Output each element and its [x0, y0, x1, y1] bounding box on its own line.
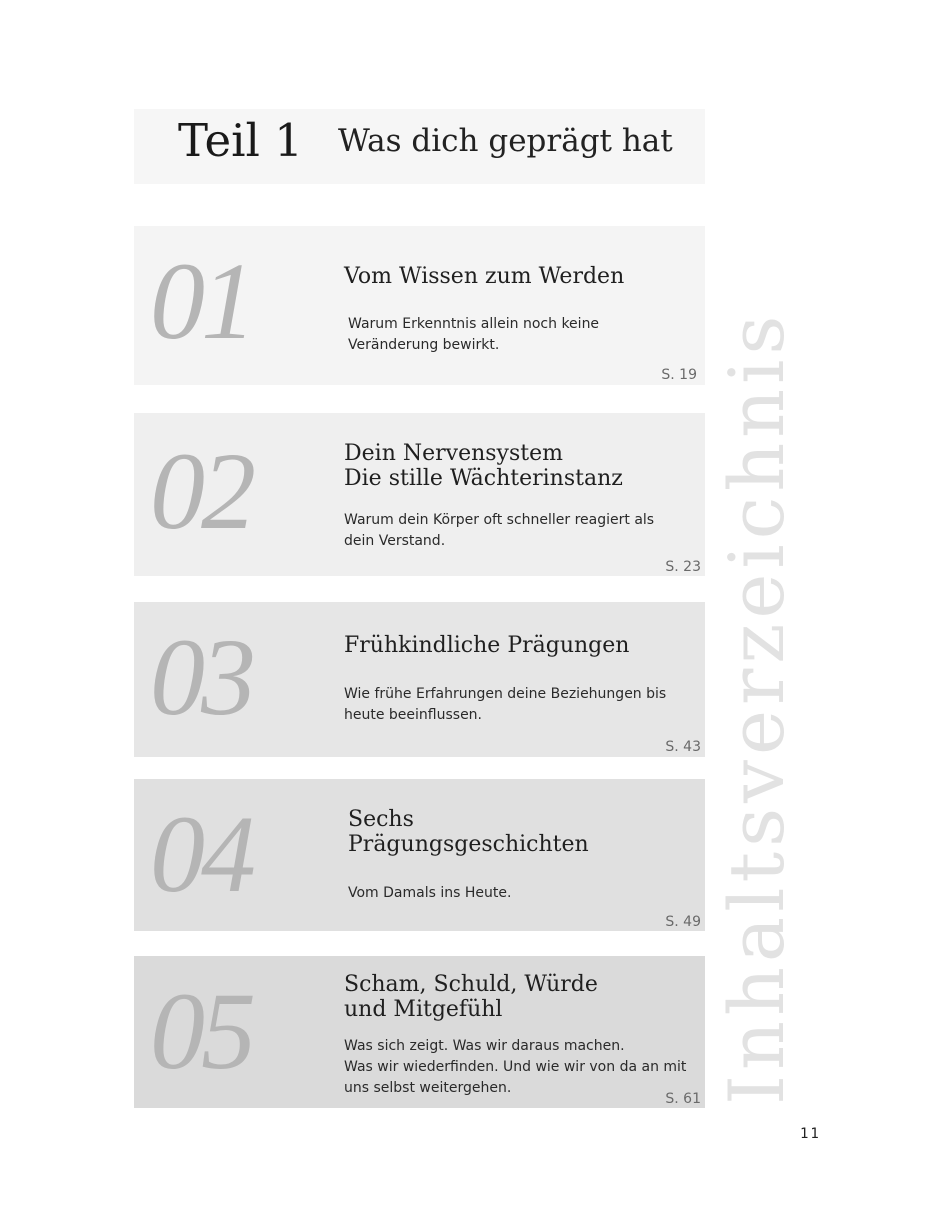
entry-title: Vom Wissen zum Werden — [344, 264, 625, 289]
entry-number: 02 — [150, 430, 252, 552]
entry-number: 05 — [150, 970, 252, 1092]
page-number: 11 — [800, 1126, 821, 1142]
toc-entry-05[interactable] — [134, 956, 705, 1108]
toc-entry-04[interactable] — [134, 779, 705, 931]
entry-description: Warum dein Körper oft schneller reagiert als dein Verstand. — [344, 512, 655, 549]
entry-description: Wie frühe Erfahrungen deine Beziehungen bis heute beeinflussen. — [344, 686, 667, 723]
part-header — [134, 109, 705, 184]
entry-page: S. 61 — [665, 1091, 701, 1107]
side-heading — [712, 225, 801, 1105]
entry-description: Was sich zeigt. Was wir daraus machen. Was wir wiederfinden. Und wie wir von da an mit uns selbst weitergehen. — [344, 1038, 687, 1096]
entry-page: S. 23 — [665, 559, 701, 575]
entry-title: Scham, Schuld, Würde und Mitgefühl — [344, 972, 598, 1022]
toc-entry-02[interactable] — [134, 413, 705, 576]
entry-description: Vom Damals ins Heute. — [348, 885, 512, 901]
part-title: Was dich geprägt hat — [338, 123, 673, 159]
entry-number: 03 — [150, 616, 252, 738]
side-heading-text: Inhaltsverzeichnis — [712, 310, 801, 1105]
entry-page: S. 49 — [665, 914, 701, 930]
entry-number: 04 — [150, 793, 252, 915]
entry-title: Sechs Prägungsgeschichten — [348, 807, 589, 857]
part-label: Teil 1 — [178, 114, 303, 167]
entry-page: S. 19 — [661, 367, 697, 383]
entry-page: S. 43 — [665, 739, 701, 755]
toc-entry-03[interactable] — [134, 602, 705, 757]
entry-number: 01 — [150, 240, 252, 362]
entry-title: Dein Nervensystem Die stille Wächterinstanz — [344, 441, 623, 491]
entry-title: Frühkindliche Prägungen — [344, 633, 630, 658]
toc-entry-01[interactable] — [134, 226, 705, 385]
entry-description: Warum Erkenntnis allein noch keine Veränderung bewirkt. — [348, 316, 600, 353]
